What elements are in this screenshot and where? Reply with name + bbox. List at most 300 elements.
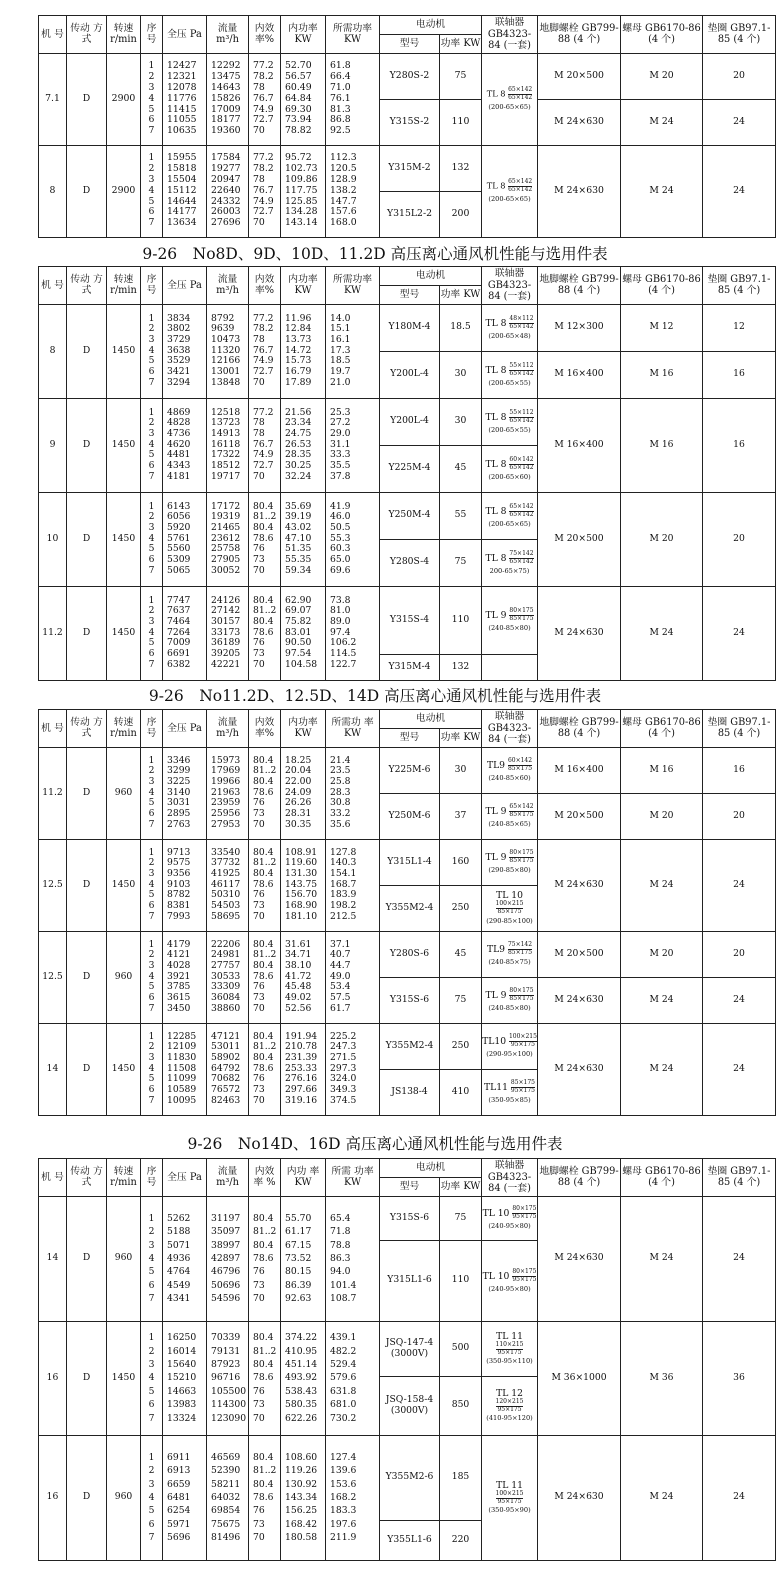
cell-coupling: [482, 931, 538, 977]
coupling-spec: (240-85×80): [488, 624, 531, 633]
cell-xuhao: 1 2 3 4 5 6 7: [141, 492, 163, 586]
header-neigonglv: 内功率 KW: [281, 16, 326, 54]
cell-coupling: [482, 351, 538, 398]
cell-zhuansu: 2900: [107, 145, 141, 237]
header-motor-kw: 功率 KW: [440, 285, 482, 304]
cell-chuandong: D: [67, 1321, 107, 1435]
coupling-spec: (240-95×80): [488, 1222, 531, 1231]
cell-motor-kw: 75: [440, 53, 482, 99]
coupling-spec: (200-65×60): [488, 472, 531, 481]
cell-zhuansu: 1450: [107, 304, 141, 398]
cell-chuandong: D: [67, 839, 107, 931]
cell-jihao: 12.5: [39, 931, 67, 1023]
cell-coupling: [482, 304, 538, 351]
cell-coupling: [482, 145, 538, 237]
coupling-numerator: 75×142: [509, 549, 534, 557]
coupling-denominator: 85×175: [509, 995, 534, 1003]
cell-motor-model: Y315M-4: [380, 654, 440, 680]
cell-chuandong: D: [67, 304, 107, 398]
coupling-spec: (290-85×80): [488, 866, 531, 875]
cell-xuhao: 1 2 3 4 5 6 7: [141, 931, 163, 1023]
cell-coupling: [482, 445, 538, 492]
coupling-numerator: 48×112: [509, 314, 534, 322]
cell-coupling: [482, 1321, 538, 1376]
cell-quanya: 12285 12109 11830 11508 11099 10589 10095: [163, 1023, 207, 1115]
cell-nut: M 24: [621, 977, 703, 1023]
cell-motor-kw: 75: [440, 1196, 482, 1240]
cell-coupling: [482, 1240, 538, 1321]
coupling-numerator: 60×142: [509, 455, 534, 463]
cell-neigonglv: 108.60 119.26 130.92 143.34 156.25 168.42 180.58: [281, 1435, 326, 1560]
coupling-code: TL 8: [486, 180, 506, 191]
cell-motor-model: Y315S-6: [380, 977, 440, 1023]
cell-motor-model: Y315L1-6: [380, 1240, 440, 1321]
cell-motor-model: Y225M-4: [380, 445, 440, 492]
cell-jihao: 8: [39, 145, 67, 237]
cell-motor-model: Y200L-4: [380, 398, 440, 445]
cell-motor-kw: 30: [440, 351, 482, 398]
header-motor-model: 型号: [380, 285, 440, 304]
cell-nut: M 24: [621, 839, 703, 931]
coupling-spec: 200-65×75): [489, 566, 530, 575]
coupling-denominator: 65×142: [509, 369, 534, 377]
coupling-denominator: 65×142: [509, 557, 534, 565]
cell-neigonglv: 55.70 61.17 67.15 73.52 80.15 86.39 92.63: [281, 1196, 326, 1321]
coupling-code: TL 11: [496, 1479, 523, 1491]
cell-coupling: [482, 53, 538, 145]
header-jihao: 机 号: [39, 16, 67, 54]
coupling-denominator: 85×175: [509, 811, 534, 819]
fan-table-1-block: [38, 15, 771, 238]
coupling-spec: (200-65×55): [488, 425, 531, 434]
coupling-spec: (240-85×60): [488, 774, 531, 783]
header-xuhao: 序 号: [141, 267, 163, 305]
cell-chuandong: D: [67, 1196, 107, 1321]
cell-coupling: [482, 1069, 538, 1115]
cell-motor-model: Y315L1-4: [380, 839, 440, 885]
cell-washer: 16: [703, 351, 776, 398]
cell-bolt: M 20×500: [538, 492, 621, 586]
header-motor: 电动机: [380, 1159, 482, 1178]
cell-zhuansu: 960: [107, 747, 141, 839]
coupling-denominator: 65×142: [509, 322, 534, 330]
cell-motor-model: Y315S-2: [380, 99, 440, 145]
header-xiaolv: 内效 率%: [249, 267, 281, 305]
table-3-caption: 9-26 No11.2D、12.5D、14D 高压离心通风机性能与选用件表: [148, 687, 602, 705]
coupling-code: TL 9: [485, 806, 507, 818]
cell-bolt: M 24×630: [538, 1435, 621, 1560]
cell-motor-kw: 110: [440, 586, 482, 654]
fan-table-1: [38, 15, 776, 238]
cell-xuhao: 1 2 3 4 5 6 7: [141, 1435, 163, 1560]
cell-liuliang: 8792 9639 10473 11320 12166 13001 13848: [207, 304, 249, 398]
coupling-spec: (410-95×120): [486, 1414, 533, 1423]
cell-xiaolv: 80.4 81..2 80.4 78.6 76 73 70: [249, 1023, 281, 1115]
header-motor-model: 型号: [380, 728, 440, 747]
coupling-numerator: 65×142: [508, 86, 533, 94]
cell-xiaolv: 80.4 81..2 80.4 78.6 76 73 70: [249, 839, 281, 931]
cell-motor-model: JS138-4: [380, 1069, 440, 1115]
header-motor-model: 型号: [380, 1177, 440, 1196]
header-chuandong: 传动 方式: [67, 710, 107, 748]
cell-quanya: 16250 16014 15640 15210 14663 13983 13324: [163, 1321, 207, 1435]
cell-xuhao: 1 2 3 4 5 6 7: [141, 839, 163, 931]
cell-liuliang: 17584 19277 20947 22640 24332 26003 27696: [207, 145, 249, 237]
cell-motor-model: Y280S-4: [380, 539, 440, 586]
table-4-caption: 9-26 No14D、16D 高压离心通风机性能与选用件表: [187, 1135, 563, 1153]
coupling-denominator: 95×175: [497, 1497, 522, 1505]
coupling-numerator: 100×215: [495, 900, 524, 908]
header-xuhao: 序 号: [141, 1159, 163, 1197]
cell-quanya: 9713 9575 9356 9103 8782 8381 7993: [163, 839, 207, 931]
cell-xuhao: 1 2 3 4 5 6 7: [141, 1023, 163, 1115]
cell-chuandong: D: [67, 747, 107, 839]
cell-quanya: 4179 4121 4028 3921 3785 3615 3450: [163, 931, 207, 1023]
cell-suoxu: 127.8 140.3 154.1 168.7 183.9 198.2 212.5: [326, 839, 380, 931]
cell-motor-kw: 410: [440, 1069, 482, 1115]
cell-suoxu: 41.9 46.0 50.5 55.3 60.3 65.0 69.6: [326, 492, 380, 586]
fan-table-3-block: [38, 709, 771, 1116]
cell-zhuansu: 960: [107, 1196, 141, 1321]
cell-coupling: [482, 1435, 538, 1560]
header-liuliang: 流量 m³/h: [207, 16, 249, 54]
cell-xiaolv: 80.4 81..2 80.4 78.6 76 73 70: [249, 931, 281, 1023]
cell-motor-kw: 75: [440, 539, 482, 586]
coupling-code: TL 8: [485, 458, 507, 470]
cell-liuliang: 33540 37732 41925 46117 50310 54503 58695: [207, 839, 249, 931]
cell-washer: 20: [703, 492, 776, 586]
coupling-spec: (240-85×75): [488, 958, 531, 967]
cell-nut: M 36: [621, 1321, 703, 1435]
cell-motor-kw: 30: [440, 398, 482, 445]
cell-motor-kw: 132: [440, 145, 482, 191]
header-motor: 电动机: [380, 710, 482, 729]
cell-neigonglv: 18.25 20.04 22.00 24.09 26.26 28.31 30.35: [281, 747, 326, 839]
header-coupling: 联轴器 GB4323-84 (一套): [482, 1159, 538, 1197]
cell-nut: M 24: [621, 1023, 703, 1115]
header-motor: 电动机: [380, 16, 482, 35]
cell-motor-model: Y180M-4: [380, 304, 440, 351]
coupling-spec: (200-65×65): [488, 195, 531, 204]
cell-neigonglv: 11.96 12.84 13.73 14.72 15.73 16.79 17.89: [281, 304, 326, 398]
coupling-denominator: 85×175: [509, 857, 534, 865]
header-bolt: 地脚螺栓 GB799-88 (4 个): [538, 710, 621, 748]
cell-nut: M 20: [621, 492, 703, 586]
cell-motor-kw: 30: [440, 747, 482, 793]
header-motor-model: 型号: [380, 34, 440, 53]
header-xiaolv: 内效 率 %: [249, 1159, 281, 1197]
cell-xiaolv: 77.2 78 78 76.7 74.9 72.7 70: [249, 398, 281, 492]
header-nut: 螺母 GB6170-86 (4 个): [621, 710, 703, 748]
coupling-code: TL 8: [485, 364, 507, 376]
cell-bolt: M 20×500: [538, 931, 621, 977]
cell-coupling: [482, 398, 538, 445]
cell-quanya: 4869 4828 4736 4620 4481 4343 4181: [163, 398, 207, 492]
coupling-denominator: 95×175: [512, 1213, 537, 1221]
coupling-code: TL 8: [485, 505, 507, 517]
cell-liuliang: 22206 24981 27757 30533 33309 36084 38860: [207, 931, 249, 1023]
coupling-code: TL9: [486, 944, 506, 956]
coupling-spec: (290-95×100): [486, 1050, 533, 1059]
coupling-denominator: 65×142: [509, 510, 534, 518]
coupling-numerator: 100×215: [495, 1489, 524, 1497]
coupling-numerator: 55×112: [509, 361, 534, 369]
cell-xuhao: 1 2 3 4 5 6 7: [141, 304, 163, 398]
cell-washer: 16: [703, 398, 776, 492]
header-motor-kw: 功率 KW: [440, 1177, 482, 1196]
header-neigonglv: 内功率 KW: [281, 267, 326, 305]
coupling-denominator: 95×175: [510, 1087, 535, 1095]
header-suoxu: 所需 功率 KW: [326, 1159, 380, 1197]
coupling-code: TL 8: [485, 552, 507, 564]
cell-liuliang: 17172 19319 21465 23612 25758 27905 30052: [207, 492, 249, 586]
cell-neigonglv: 374.22 410.95 451.14 493.92 538.43 580.35 622.26: [281, 1321, 326, 1435]
cell-nut: M 24: [621, 145, 703, 237]
header-chuandong: 传动 方式: [67, 1159, 107, 1197]
cell-nut: M 24: [621, 1196, 703, 1321]
cell-motor-kw: 500: [440, 1321, 482, 1376]
cell-motor-kw: 110: [440, 1240, 482, 1321]
cell-coupling: [482, 492, 538, 539]
cell-bolt: M 24×630: [538, 839, 621, 931]
header-zhuansu: 转速 r/min: [107, 710, 141, 748]
cell-xiaolv: 80.4 81..2 80.4 78.6 76 73 70: [249, 586, 281, 680]
coupling-denominator: 95×175: [512, 1275, 537, 1283]
cell-xiaolv: 77.2 78.2 78 76.7 74.9 72.7 70: [249, 145, 281, 237]
cell-motor-model: Y315L2-2: [380, 191, 440, 237]
cell-nut: M 16: [621, 398, 703, 492]
cell-coupling: [482, 885, 538, 931]
coupling-code: TL 11: [496, 1330, 523, 1342]
cell-nut: M 16: [621, 351, 703, 398]
cell-motor-model: Y315S-4: [380, 586, 440, 654]
header-suoxu: 所需功 率 KW: [326, 710, 380, 748]
cell-nut: M 16: [621, 747, 703, 793]
cell-coupling: [482, 1376, 538, 1435]
coupling-code: TL 9: [485, 610, 507, 622]
coupling-code: TL 9: [485, 990, 507, 1002]
header-chuandong: 传动 方式: [67, 16, 107, 54]
coupling-code: TL 8: [486, 88, 506, 99]
coupling-numerator: 80×175: [509, 607, 534, 615]
header-zhuansu: 转速 r/min: [107, 1159, 141, 1197]
cell-bolt: M 36×1000: [538, 1321, 621, 1435]
cell-coupling: [482, 839, 538, 885]
cell-zhuansu: 1450: [107, 398, 141, 492]
header-liuliang: 流量 m³/h: [207, 1159, 249, 1197]
cell-chuandong: D: [67, 1435, 107, 1560]
cell-washer: 20: [703, 931, 776, 977]
cell-bolt: M 24×630: [538, 1196, 621, 1321]
cell-motor-model: Y355M2-4: [380, 1023, 440, 1069]
cell-motor-model: Y315S-6: [380, 1196, 440, 1240]
cell-xiaolv: 80.4 81..2 80.4 78.6 76 73 70: [249, 1196, 281, 1321]
cell-liuliang: 12292 13475 14643 15826 17009 18177 19360: [207, 53, 249, 145]
cell-xuhao: 1 2 3 4 5 6 7: [141, 1196, 163, 1321]
header-bolt: 地脚螺栓 GB799-88 (4 个): [538, 1159, 621, 1197]
cell-bolt: M 20×500: [538, 793, 621, 839]
fan-table-4-block: [38, 1158, 771, 1561]
coupling-code: TL 12: [496, 1387, 523, 1399]
cell-bolt: M 16×400: [538, 351, 621, 398]
cell-suoxu: 73.8 81.0 89.0 97.4 106.2 114.5 122.7: [326, 586, 380, 680]
cell-neigonglv: 35.69 39.19 43.02 47.10 51.35 55.35 59.34: [281, 492, 326, 586]
cell-coupling: [482, 793, 538, 839]
cell-neigonglv: 62.90 69.07 75.82 83.01 90.50 97.54 104.58: [281, 586, 326, 680]
header-nut: 螺母 GB6170-86 (4 个): [621, 267, 703, 305]
cell-neigonglv: 191.94 210.78 231.39 253.33 276.16 297.66 319.16: [281, 1023, 326, 1115]
coupling-code: TL 9: [485, 852, 507, 864]
header-quanya: 全压 Pa: [163, 710, 207, 748]
cell-liuliang: 47121 53011 58902 64792 70682 76572 82463: [207, 1023, 249, 1115]
coupling-code: TL 10: [496, 890, 523, 902]
coupling-numerator: 75×142: [507, 941, 533, 949]
coupling-numerator: 100×215: [508, 1033, 537, 1041]
cell-bolt: M 16×400: [538, 398, 621, 492]
coupling-numerator: 85×175: [510, 1079, 535, 1087]
cell-suoxu: 14.0 15.1 16.1 17.3 18.5 19.7 21.0: [326, 304, 380, 398]
cell-nut: M 20: [621, 931, 703, 977]
cell-zhuansu: 1450: [107, 1023, 141, 1115]
cell-washer: 20: [703, 53, 776, 99]
coupling-denominator: 85×175: [497, 908, 522, 915]
cell-motor-kw: 132: [440, 654, 482, 680]
cell-liuliang: 31197 35097 38997 42897 46796 50696 54596: [207, 1196, 249, 1321]
cell-motor-model: Y355M2-6: [380, 1435, 440, 1520]
header-neigonglv: 内功率 KW: [281, 710, 326, 748]
coupling-denominator: 85×175: [509, 615, 534, 623]
cell-motor-model: Y315M-2: [380, 145, 440, 191]
header-jihao: 机 号: [39, 267, 67, 305]
coupling-numerator: 65×142: [508, 178, 533, 186]
cell-motor-model: Y355L1-6: [380, 1520, 440, 1560]
cell-motor-model: Y280S-6: [380, 931, 440, 977]
cell-liuliang: 15973 17969 19966 21963 23959 25956 27953: [207, 747, 249, 839]
cell-bolt: M 24×630: [538, 1023, 621, 1115]
cell-washer: 16: [703, 747, 776, 793]
cell-quanya: 12427 12321 12078 11776 11415 11055 10635: [163, 53, 207, 145]
cell-quanya: 3346 3299 3225 3140 3031 2895 2763: [163, 747, 207, 839]
header-bolt: 地脚螺栓 GB799-88 (4 个): [538, 267, 621, 305]
cell-jihao: 16: [39, 1435, 67, 1560]
cell-motor-kw: 200: [440, 191, 482, 237]
header-quanya: 全压 Pa: [163, 16, 207, 54]
cell-nut: M 24: [621, 586, 703, 680]
cell-chuandong: D: [67, 398, 107, 492]
coupling-code: TL 8: [485, 411, 507, 423]
coupling-numerator: 55×112: [509, 408, 534, 416]
table-2-caption: 9-26 No8D、9D、10D、11.2D 高压离心通风机性能与选用件表: [142, 245, 608, 263]
fan-table-4: [38, 1158, 776, 1561]
header-xuhao: 序 号: [141, 710, 163, 748]
coupling-numerator: 65×142: [509, 502, 534, 510]
cell-chuandong: D: [67, 931, 107, 1023]
cell-xiaolv: 80.4 81..2 80.4 78.6 76 73 70: [249, 492, 281, 586]
header-chuandong: 传动 方式: [67, 267, 107, 305]
cell-motor-kw: 45: [440, 445, 482, 492]
cell-coupling: [482, 1023, 538, 1069]
header-suoxu: 所需功率 KW: [326, 267, 380, 305]
cell-bolt: M 24×630: [538, 99, 621, 145]
header-quanya: 全压 Pa: [163, 267, 207, 305]
cell-washer: 12: [703, 304, 776, 351]
cell-suoxu: 439.1 482.2 529.4 579.6 631.8 681.0 730.2: [326, 1321, 380, 1435]
cell-zhuansu: 2900: [107, 53, 141, 145]
cell-jihao: 11.2: [39, 747, 67, 839]
coupling-numerator: 65×142: [509, 803, 534, 811]
cell-jihao: 16: [39, 1321, 67, 1435]
header-motor: 电动机: [380, 267, 482, 286]
coupling-code: TL 8: [485, 317, 507, 329]
cell-xiaolv: 80.4 81..2 80.4 78.6 76 73 70: [249, 747, 281, 839]
cell-washer: 24: [703, 586, 776, 680]
header-quanya: 全压 Pa: [163, 1159, 207, 1197]
header-zhuansu: 转速 r/min: [107, 267, 141, 305]
cell-washer: 20: [703, 793, 776, 839]
header-motor-kw: 功率 KW: [440, 34, 482, 53]
coupling-denominator: 65×142: [508, 94, 533, 102]
cell-washer: 24: [703, 1435, 776, 1560]
coupling-code: TL9: [486, 760, 506, 772]
header-coupling: 联轴器 GB4323-84 (一套): [482, 16, 538, 54]
coupling-denominator: 85×175: [507, 765, 533, 773]
coupling-spec: (290-85×100): [486, 916, 533, 925]
cell-motor-model: Y225M-6: [380, 747, 440, 793]
cell-neigonglv: 108.91 119.60 131.30 143.75 156.70 168.90 181.10: [281, 839, 326, 931]
header-coupling: 联轴器 GB4323-84 (一套): [482, 710, 538, 748]
fan-table-3: [38, 709, 776, 1116]
header-bolt: 地脚螺栓 GB799-88 (4 个): [538, 16, 621, 54]
cell-neigonglv: 31.61 34.71 38.10 41.72 45.48 49.02 52.56: [281, 931, 326, 1023]
cell-xuhao: 1 2 3 4 5 6 7: [141, 145, 163, 237]
cell-suoxu: 25.3 27.2 29.0 31.1 33.3 35.5 37.8: [326, 398, 380, 492]
cell-motor-kw: 55: [440, 492, 482, 539]
cell-motor-model: Y280S-2: [380, 53, 440, 99]
coupling-denominator: 95×175: [497, 1405, 522, 1413]
cell-jihao: 8: [39, 304, 67, 398]
cell-coupling: [482, 747, 538, 793]
cell-chuandong: D: [67, 586, 107, 680]
header-washer: 垫圈 GB97.1-85 (4 个): [703, 1159, 776, 1197]
cell-liuliang: 70339 79131 87923 96716 105500 114300 123090: [207, 1321, 249, 1435]
cell-xiaolv: 77.2 78.2 78 76.7 74.9 72.7 70: [249, 53, 281, 145]
coupling-denominator: 65×142: [508, 186, 533, 194]
cell-washer: 24: [703, 977, 776, 1023]
cell-quanya: 3834 3802 3729 3638 3529 3421 3294: [163, 304, 207, 398]
cell-quanya: 5262 5188 5071 4936 4764 4549 4341: [163, 1196, 207, 1321]
coupling-spec: (200-65×65): [488, 519, 531, 528]
coupling-code: TL 10: [482, 1270, 510, 1282]
cell-motor-model: JSQ-147-4 (3000V): [380, 1321, 440, 1376]
cell-suoxu: 112.3 120.5 128.9 138.2 147.7 157.6 168.0: [326, 145, 380, 237]
header-washer: 垫圈 GB97.1-85 (4 个): [703, 267, 776, 305]
cell-neigonglv: 52.70 56.57 60.49 64.84 69.30 73.94 78.82: [281, 53, 326, 145]
header-jihao: 机 号: [39, 710, 67, 748]
cell-neigonglv: 95.72 102.73 109.86 117.75 125.85 134.28 143.14: [281, 145, 326, 237]
header-suoxu: 所需功率 KW: [326, 16, 380, 54]
cell-coupling: [482, 539, 538, 586]
coupling-numerator: 80×175: [512, 1267, 537, 1275]
cell-quanya: 6911 6913 6659 6481 6254 5971 5696: [163, 1435, 207, 1560]
coupling-denominator: 65×142: [509, 416, 534, 424]
cell-xuhao: 1 2 3 4 5 6 7: [141, 586, 163, 680]
fan-table-2: [38, 266, 776, 681]
cell-liuliang: 12518 13723 14913 16118 17322 18512 19717: [207, 398, 249, 492]
cell-xuhao: 1 2 3 4 5 6 7: [141, 747, 163, 839]
header-jihao: 机 号: [39, 1159, 67, 1197]
cell-zhuansu: 960: [107, 1435, 141, 1560]
coupling-spec: (240-85×65): [488, 820, 531, 829]
